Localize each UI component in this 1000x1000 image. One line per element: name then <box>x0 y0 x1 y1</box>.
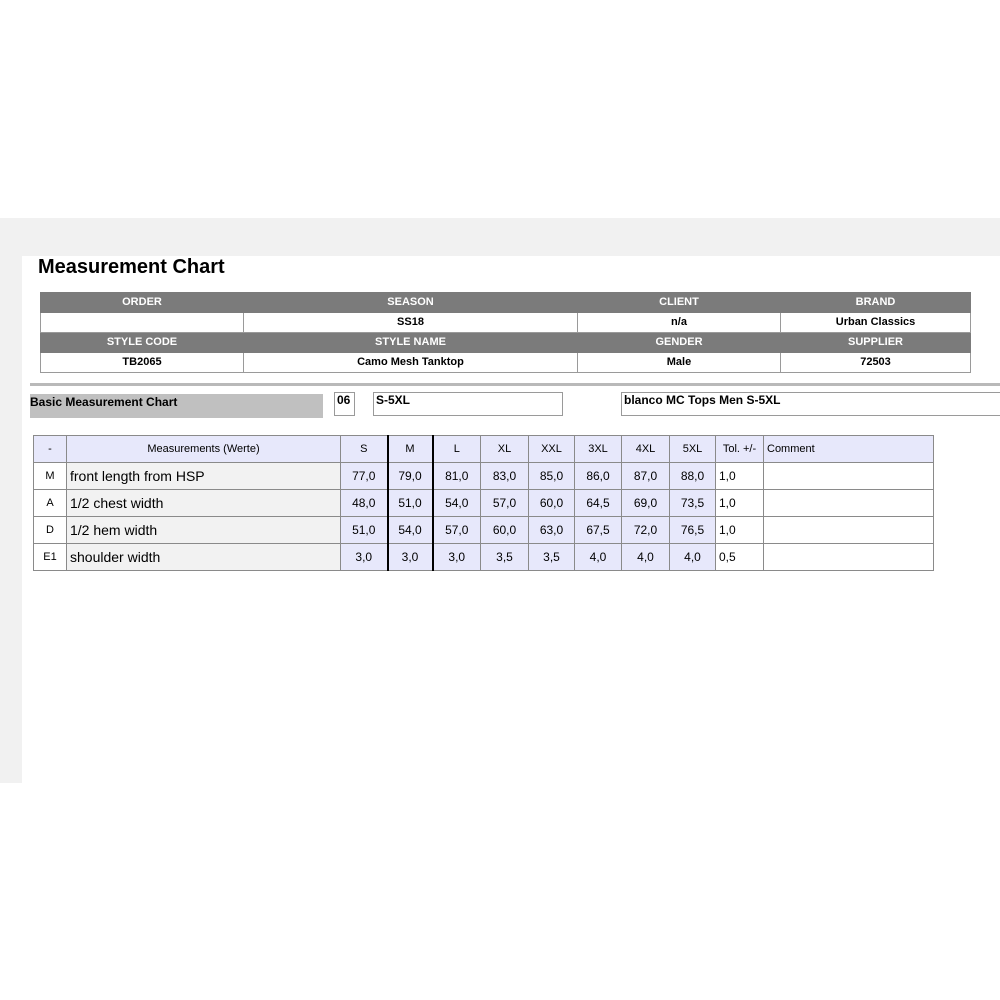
table-row <box>34 490 934 517</box>
style-info-values-row <box>41 353 971 373</box>
style-code-value: TB2065 <box>41 353 244 373</box>
size-value: 88,0 <box>670 463 716 490</box>
comment-cell <box>764 544 934 571</box>
size-value: 73,5 <box>670 490 716 517</box>
col-header-code: - <box>34 436 67 463</box>
size-value: 4,0 <box>575 544 622 571</box>
col-header-measurements: Measurements (Werte) <box>67 436 341 463</box>
order-info-values-row <box>41 313 971 333</box>
supplier-label: SUPPLIER <box>781 333 971 353</box>
tolerance-value: 1,0 <box>716 463 764 490</box>
size-value: 51,0 <box>388 490 433 517</box>
tolerance-value: 0,5 <box>716 544 764 571</box>
size-value: 3,0 <box>341 544 388 571</box>
size-value: 60,0 <box>481 517 529 544</box>
col-header-xxl: XXL <box>529 436 575 463</box>
col-header-l: L <box>433 436 481 463</box>
size-value: 69,0 <box>622 490 670 517</box>
col-header-m: M <box>388 436 433 463</box>
col-header-s: S <box>341 436 388 463</box>
chart-code-box: 06 <box>334 392 355 416</box>
size-value: 67,5 <box>575 517 622 544</box>
col-header-4xl: 4XL <box>622 436 670 463</box>
size-value: 3,0 <box>433 544 481 571</box>
table-row <box>34 517 934 544</box>
chart-description-box: blanco MC Tops Men S-5XL <box>621 392 1000 416</box>
style-code-label: STYLE CODE <box>41 333 244 353</box>
size-value: 87,0 <box>622 463 670 490</box>
size-value: 3,5 <box>481 544 529 571</box>
gender-label: GENDER <box>578 333 781 353</box>
tolerance-value: 1,0 <box>716 517 764 544</box>
col-header-xl: XL <box>481 436 529 463</box>
client-label: CLIENT <box>578 293 781 313</box>
supplier-value: 72503 <box>781 353 971 373</box>
order-info-labels-row <box>41 293 971 313</box>
size-value: 79,0 <box>388 463 433 490</box>
col-header-tolerance: Tol. +/- <box>716 436 764 463</box>
size-value: 51,0 <box>341 517 388 544</box>
size-value: 54,0 <box>388 517 433 544</box>
table-row <box>34 544 934 571</box>
size-value: 63,0 <box>529 517 575 544</box>
size-value: 64,5 <box>575 490 622 517</box>
size-value: 48,0 <box>341 490 388 517</box>
season-label: SEASON <box>244 293 578 313</box>
style-name-value: Camo Mesh Tanktop <box>244 353 578 373</box>
size-value: 77,0 <box>341 463 388 490</box>
basic-measurement-chart-label: Basic Measurement Chart <box>30 394 323 418</box>
size-value: 54,0 <box>433 490 481 517</box>
order-label: ORDER <box>41 293 244 313</box>
table-row <box>34 463 934 490</box>
col-header-3xl: 3XL <box>575 436 622 463</box>
gender-value: Male <box>578 353 781 373</box>
section-divider <box>30 383 1000 386</box>
size-range-box: S-5XL <box>373 392 563 416</box>
measurement-header-row <box>34 436 934 463</box>
size-value: 81,0 <box>433 463 481 490</box>
size-value: 4,0 <box>670 544 716 571</box>
measurement-name: 1/2 hem width <box>67 517 341 544</box>
brand-label: BRAND <box>781 293 971 313</box>
order-info-table <box>40 292 971 373</box>
style-name-label: STYLE NAME <box>244 333 578 353</box>
measurement-code: M <box>34 463 67 490</box>
comment-cell <box>764 517 934 544</box>
size-value: 85,0 <box>529 463 575 490</box>
measurement-code: D <box>34 517 67 544</box>
size-value: 57,0 <box>481 490 529 517</box>
size-value: 76,5 <box>670 517 716 544</box>
comment-cell <box>764 490 934 517</box>
measurement-name: 1/2 chest width <box>67 490 341 517</box>
col-header-comment: Comment <box>764 436 934 463</box>
brand-value: Urban Classics <box>781 313 971 333</box>
client-value: n/a <box>578 313 781 333</box>
tolerance-value: 1,0 <box>716 490 764 517</box>
comment-cell <box>764 463 934 490</box>
size-value: 3,0 <box>388 544 433 571</box>
measurement-table <box>33 435 934 571</box>
size-value: 60,0 <box>529 490 575 517</box>
size-value: 72,0 <box>622 517 670 544</box>
order-value <box>41 313 244 333</box>
page-title: Measurement Chart <box>38 256 225 278</box>
season-value: SS18 <box>244 313 578 333</box>
measurement-name: front length from HSP <box>67 463 341 490</box>
col-header-5xl: 5XL <box>670 436 716 463</box>
measurement-code: A <box>34 490 67 517</box>
size-value: 86,0 <box>575 463 622 490</box>
measurement-code: E1 <box>34 544 67 571</box>
size-value: 83,0 <box>481 463 529 490</box>
size-value: 57,0 <box>433 517 481 544</box>
size-value: 4,0 <box>622 544 670 571</box>
style-info-labels-row <box>41 333 971 353</box>
measurement-name: shoulder width <box>67 544 341 571</box>
size-value: 3,5 <box>529 544 575 571</box>
